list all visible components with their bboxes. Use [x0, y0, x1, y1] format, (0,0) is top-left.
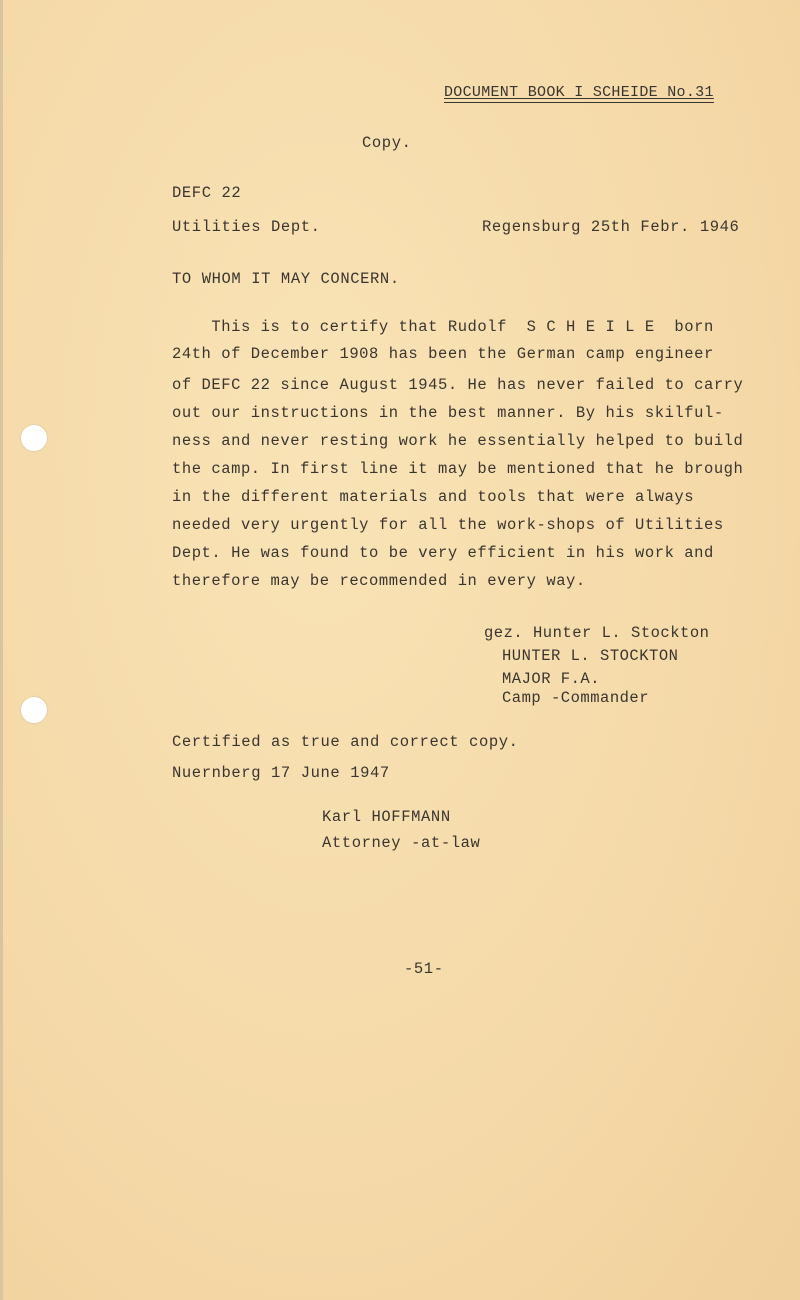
- body-line: in the different materials and tools that were always: [172, 488, 695, 506]
- signatory-rank: MAJOR F.A.: [502, 670, 601, 688]
- body-line: out our instructions in the best manner. By his skilful-: [172, 404, 724, 422]
- body-line: 24th of December 1908 has been the German camp engineer: [172, 345, 714, 363]
- body-line: needed very urgently for all the work-shops of Utilities: [172, 516, 724, 534]
- salutation: TO WHOM IT MAY CONCERN.: [172, 270, 400, 288]
- certification-place-date: Nuernberg 17 June 1947: [172, 764, 390, 782]
- body-line: This is to certify that Rudolf S C H E I L E born: [172, 318, 714, 336]
- punch-hole-lower: [21, 697, 47, 723]
- body-line: of DEFC 22 since August 1945. He has never failed to carry: [172, 376, 744, 394]
- body-line: the camp. In first line it may be mentioned that he brough: [172, 460, 744, 478]
- department-line: Utilities Dept.: [172, 218, 321, 236]
- body-line: therefore may be recommended in every way.: [172, 572, 586, 590]
- place-date: Regensburg 25th Febr. 1946: [482, 218, 740, 236]
- certification-statement: Certified as true and correct copy.: [172, 733, 519, 751]
- attorney-title: Attorney -at-law: [322, 834, 481, 852]
- signature-gez-line: gez. Hunter L. Stockton: [484, 624, 710, 642]
- signatory-role: Camp -Commander: [502, 689, 650, 707]
- page-number: -51-: [404, 960, 444, 978]
- body-line: ness and never resting work he essentially helped to build: [172, 432, 744, 450]
- signatory-name: HUNTER L. STOCKTON: [502, 647, 679, 665]
- document-reference-header: DOCUMENT BOOK I SCHEIDE No.31: [444, 84, 714, 101]
- organization-line: DEFC 22: [172, 184, 242, 202]
- copy-label: Copy.: [362, 134, 412, 152]
- page-edge: [0, 0, 3, 1300]
- punch-hole-upper: [21, 425, 47, 451]
- body-line: Dept. He was found to be very efficient in his work and: [172, 544, 714, 562]
- attorney-name: Karl HOFFMANN: [322, 808, 451, 826]
